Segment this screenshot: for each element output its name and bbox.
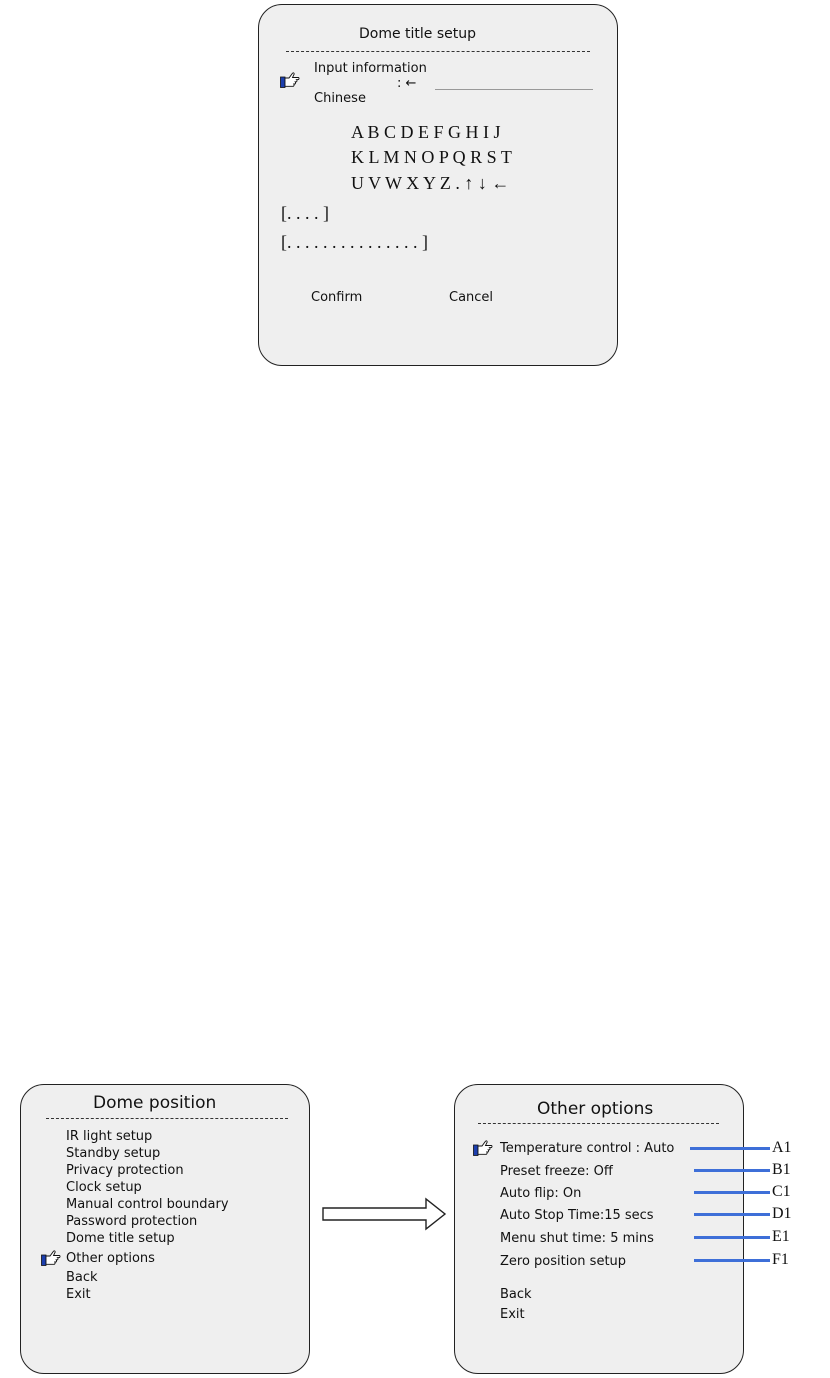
keyboard-row-1[interactable]: A B C D E F G H I J bbox=[351, 122, 501, 142]
menu-item-ir-light-setup[interactable]: IR light setup bbox=[66, 1129, 153, 1144]
input-information-value: : ← bbox=[397, 76, 417, 91]
keyboard-row-3[interactable]: U V W X Y Z . ↑ ↓ ← bbox=[351, 173, 510, 193]
callout-label-c1: C1 bbox=[772, 1183, 791, 1200]
option-back[interactable]: Back bbox=[500, 1287, 532, 1302]
input-information-label[interactable]: Input information bbox=[314, 61, 427, 76]
title-divider bbox=[46, 1118, 288, 1119]
keyboard-row-2[interactable]: K L M N O P Q R S T bbox=[351, 147, 512, 167]
pointer-hand-icon bbox=[473, 1139, 493, 1157]
input-underline bbox=[435, 89, 593, 90]
callout-label-d1: D1 bbox=[772, 1205, 792, 1222]
pointer-hand-icon bbox=[41, 1249, 61, 1267]
option-exit[interactable]: Exit bbox=[500, 1307, 525, 1322]
callout-label-b1: B1 bbox=[772, 1161, 791, 1178]
menu-item-back[interactable]: Back bbox=[66, 1270, 98, 1285]
panel-title: Dome title setup bbox=[359, 26, 477, 42]
option-auto-flip[interactable]: Auto flip: On bbox=[500, 1186, 582, 1201]
callout-label-a1: A1 bbox=[772, 1139, 792, 1156]
menu-item-privacy-protection[interactable]: Privacy protection bbox=[66, 1163, 184, 1178]
callout-line-e1 bbox=[694, 1236, 770, 1239]
menu-item-standby-setup[interactable]: Standby setup bbox=[66, 1146, 161, 1161]
menu-item-other-options[interactable]: Other options bbox=[66, 1251, 155, 1266]
menu-item-exit[interactable]: Exit bbox=[66, 1287, 91, 1302]
menu-item-password-protection[interactable]: Password protection bbox=[66, 1214, 198, 1229]
dome-position-panel bbox=[20, 1084, 310, 1374]
menu-item-clock-setup[interactable]: Clock setup bbox=[66, 1180, 142, 1195]
cancel-button[interactable]: Cancel bbox=[449, 290, 494, 305]
dome-title-setup-panel bbox=[258, 4, 618, 366]
callout-line-f1 bbox=[694, 1259, 770, 1262]
option-zero-position-setup[interactable]: Zero position setup bbox=[500, 1254, 627, 1269]
pointer-hand-icon bbox=[280, 71, 300, 89]
option-preset-freeze[interactable]: Preset freeze: Off bbox=[500, 1164, 613, 1179]
option-menu-shut-time[interactable]: Menu shut time: 5 mins bbox=[500, 1231, 654, 1246]
callout-label-e1: E1 bbox=[772, 1228, 790, 1245]
title-divider bbox=[478, 1123, 719, 1124]
menu-item-dome-title-setup[interactable]: Dome title setup bbox=[66, 1231, 175, 1246]
panel-title: Dome position bbox=[93, 1093, 217, 1113]
title-divider bbox=[286, 51, 590, 52]
menu-item-manual-control-boundary[interactable]: Manual control boundary bbox=[66, 1197, 229, 1212]
short-title-field[interactable]: [. . . . ] bbox=[281, 203, 329, 223]
panel-title: Other options bbox=[537, 1099, 654, 1119]
language-option[interactable]: Chinese bbox=[314, 91, 366, 106]
right-arrow-icon bbox=[322, 1196, 448, 1232]
callout-line-c1 bbox=[694, 1191, 770, 1194]
confirm-button[interactable]: Confirm bbox=[311, 290, 363, 305]
callout-line-a1 bbox=[690, 1147, 770, 1150]
callout-line-b1 bbox=[694, 1169, 770, 1172]
callout-line-d1 bbox=[694, 1213, 770, 1216]
option-auto-stop-time[interactable]: Auto Stop Time:15 secs bbox=[500, 1208, 654, 1223]
other-options-panel bbox=[454, 1084, 744, 1374]
long-title-field[interactable]: [. . . . . . . . . . . . . . . ] bbox=[281, 232, 428, 252]
callout-label-f1: F1 bbox=[772, 1251, 789, 1268]
option-temperature-control[interactable]: Temperature control : Auto bbox=[500, 1141, 675, 1156]
